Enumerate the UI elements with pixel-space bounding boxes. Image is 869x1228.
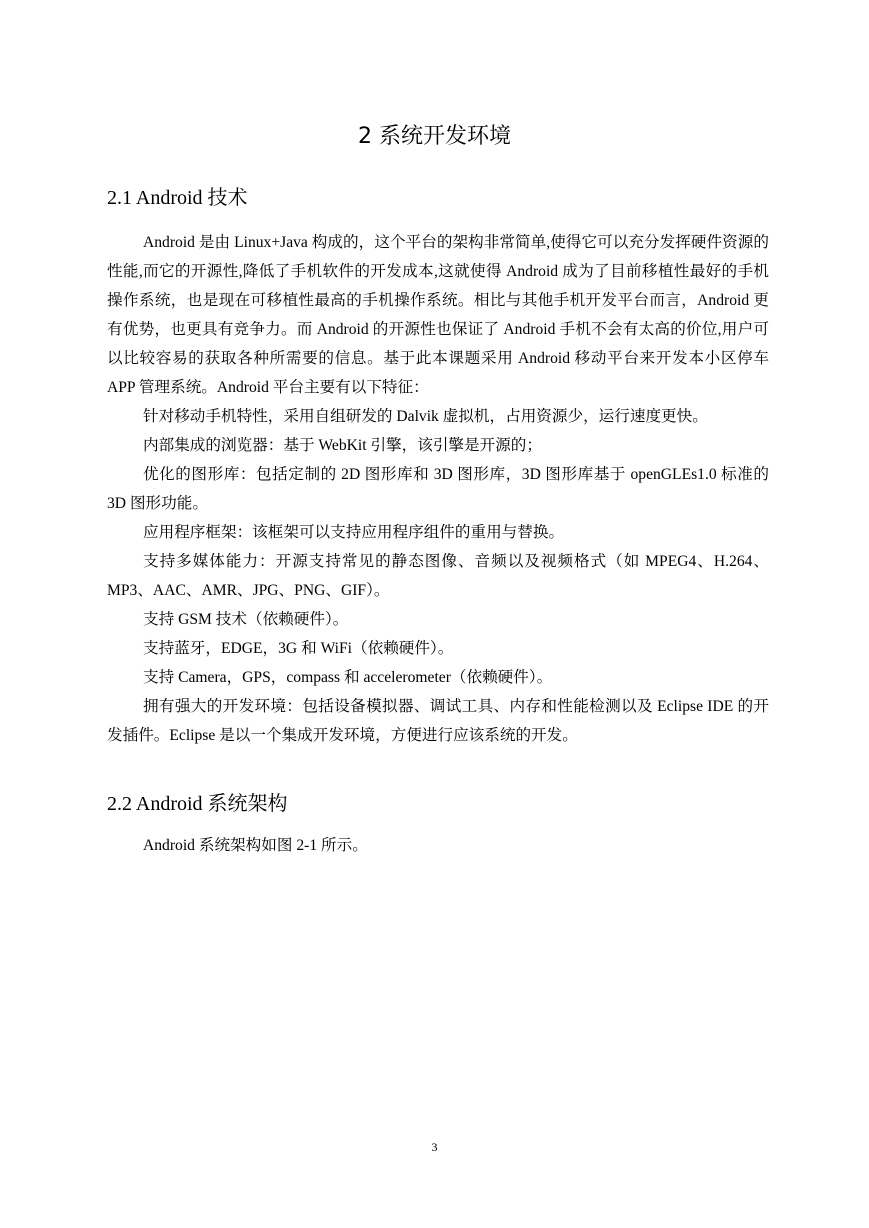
section-heading-2-2: 2.2 Android 系统架构 [107, 793, 288, 815]
feature-item: 支持多媒体能力：开源支持常见的静态图像、音频以及视频格式（如 MPEG4、H.264、MP3、AAC、AMR、JPG、PNG、GIF）。 [107, 553, 769, 599]
feature-item: 优化的图形库：包括定制的 2D 图形库和 3D 图形库，3D 图形库基于 openGLEs1.0 标准的 3D 图形功能。 [107, 466, 769, 512]
feature-item: 应用程序框架：该框架可以支持应用程序组件的重用与替换。 [143, 524, 565, 541]
feature-item: 支持 GSM 技术（依赖硬件）。 [143, 611, 349, 628]
section-heading-2-1: 2.1 Android 技术 [107, 187, 248, 209]
feature-item: 支持蓝牙，EDGE，3G 和 WiFi（依赖硬件）。 [143, 640, 454, 657]
section-2-2-body [107, 831, 769, 860]
feature-item: 针对移动手机特性，采用自组研发的 Dalvik 虚拟机，占用资源少，运行速度更快。 [143, 408, 708, 425]
paragraph: Android 系统架构如图 2-1 所示。 [143, 837, 368, 854]
page-number: 3 [431, 1140, 438, 1154]
feature-item: 拥有强大的开发环境：包括设备模拟器、调试工具、内存和性能检测以及 Eclipse IDE 的开发插件。Eclipse 是以一个集成开发环境，方便进行应该系统的开发。 [107, 698, 769, 744]
section-2-1-body [107, 228, 769, 750]
chapter-title: 2 系统开发环境 [358, 124, 511, 149]
feature-item: 支持 Camera，GPS，compass 和 accelerometer（依赖硬件）。 [143, 669, 553, 686]
feature-item: 内部集成的浏览器：基于 WebKit 引擎，该引擎是开源的； [143, 437, 542, 454]
paragraph: Android 是由 Linux+Java 构成的，这个平台的架构非常简单,使得它可以充分发挥硬件资源的性能,而它的开源性,降低了手机软件的开发成本,这就使得 Android 成为了目前移植性最好的手机操作系统，也是现在可移植性最高的手机操作系统。相比与其他手机开发平台而言，Android 更有优势，也更具有竞争力。而 Android 的开源性也保证了 Android 手机不会有太高的价位,用户可以比较容易的获取各种所需要的信息。基于此本课题采用 Android 移动平台来开发本小区停车 APP 管理系统。Android 平台主要有以下特征： [107, 234, 769, 396]
